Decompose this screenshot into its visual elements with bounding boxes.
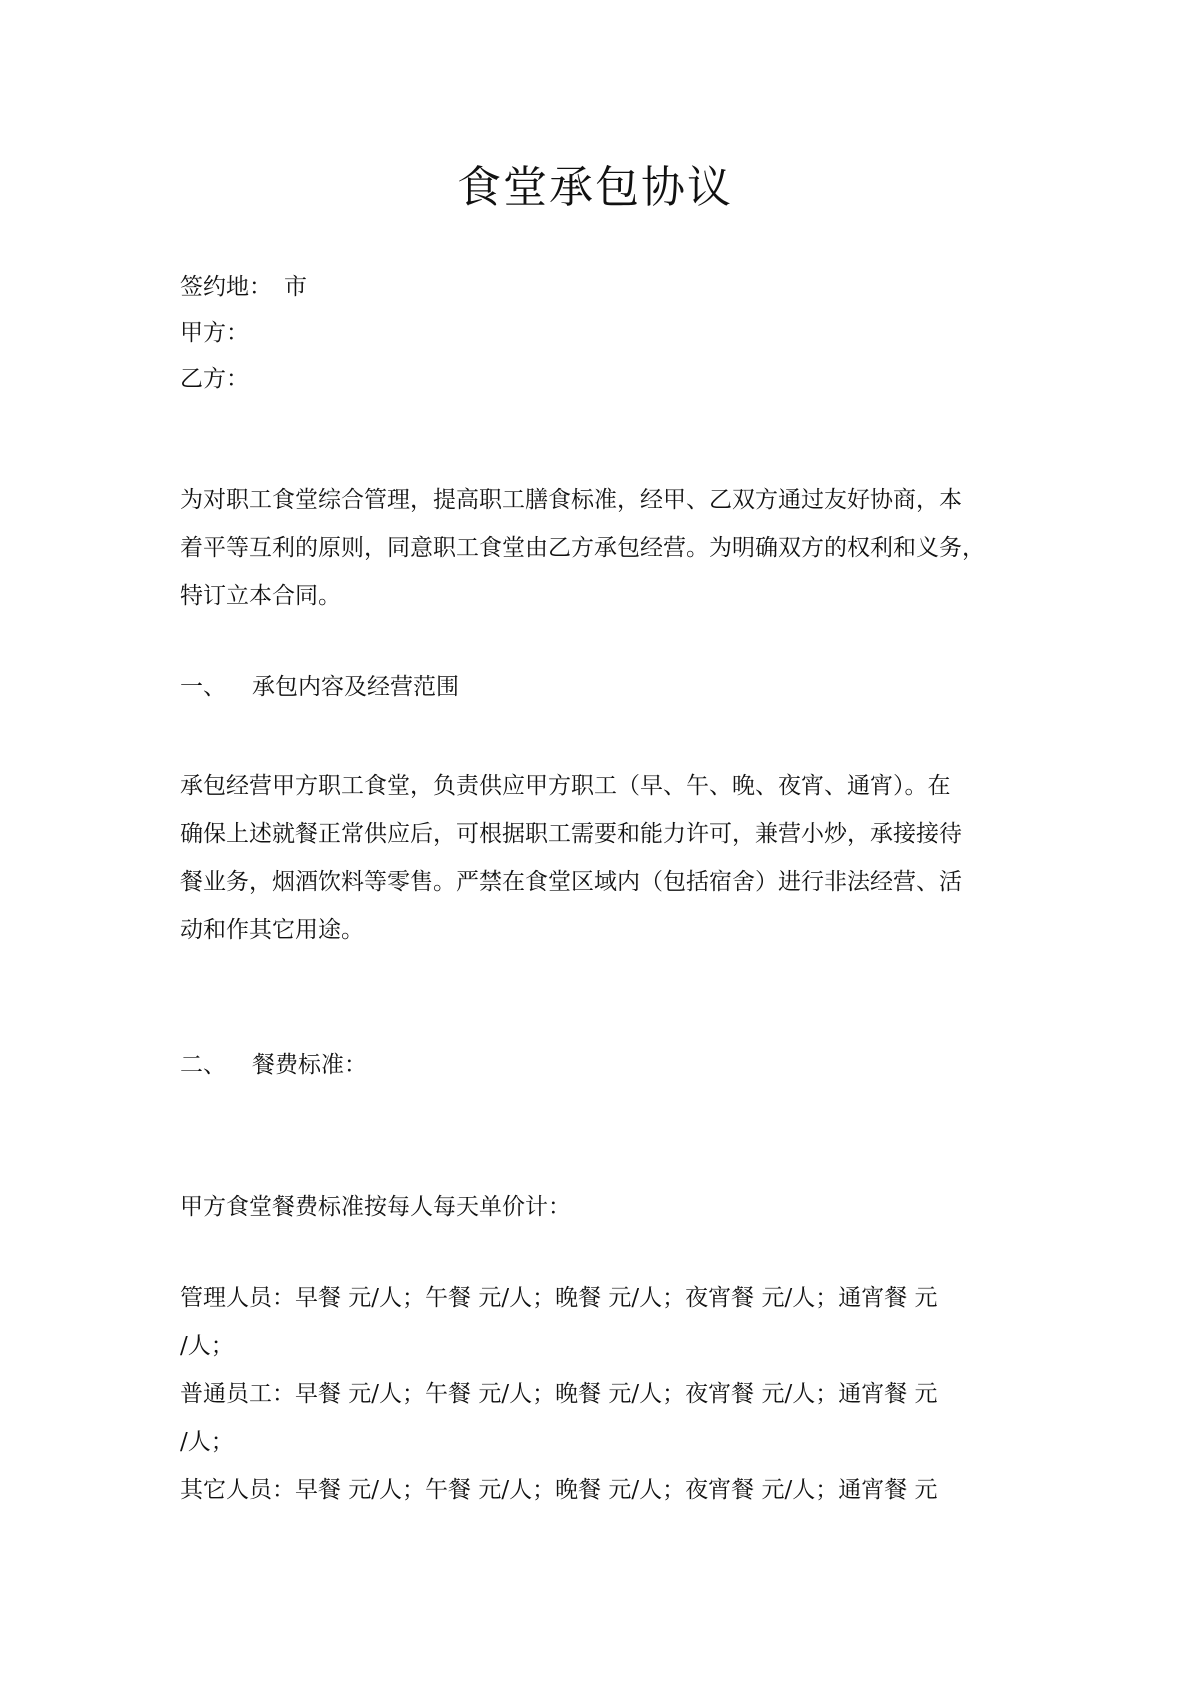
section-2-heading <box>180 1050 367 1080</box>
meal-rate-row-cont: /人； <box>180 1429 234 1455</box>
meal-rate-row-cont: /人； <box>180 1333 234 1359</box>
party-b-line: 乙方： <box>180 366 249 392</box>
section-1-line: 承包经营甲方职工食堂，负责供应甲方职工（早、午、晚、夜宵、通宵）。在 <box>180 773 951 799</box>
section-1-heading <box>180 672 459 702</box>
section-1-line: 确保上述就餐正常供应后，可根据职工需要和能力许可，兼营小炒，承接接待 <box>180 821 962 847</box>
intro-line: 着平等互利的原则，同意职工食堂由乙方承包经营。为明确双方的权利和义务， <box>180 535 985 561</box>
signing-place-line <box>180 272 307 302</box>
document-title: 食堂承包协议 <box>457 162 733 213</box>
meal-rate-row: 其它人员：早餐 元/人；午餐 元/人；晚餐 元/人；夜宵餐 元/人；通宵餐 元 <box>180 1477 938 1503</box>
party-a-line: 甲方： <box>180 320 249 346</box>
section-1-number: 一、 <box>180 674 226 700</box>
section-2-intro: 甲方食堂餐费标准按每人每天单价计： <box>180 1194 571 1220</box>
section-2-number: 二、 <box>180 1052 226 1078</box>
section-1-line: 动和作其它用途。 <box>180 917 364 943</box>
meal-rate-row: 普通员工：早餐 元/人；午餐 元/人；晚餐 元/人；夜宵餐 元/人；通宵餐 元 <box>180 1381 938 1407</box>
intro-line: 特订立本合同。 <box>180 583 341 609</box>
section-1-paragraph <box>180 762 1010 954</box>
intro-line: 为对职工食堂综合管理，提高职工膳食标准，经甲、乙双方通过友好协商，本 <box>180 487 962 513</box>
meal-rate-row: 管理人员：早餐 元/人；午餐 元/人；晚餐 元/人；夜宵餐 元/人；通宵餐 元 <box>180 1285 938 1311</box>
meal-rates-list <box>180 1274 1010 1514</box>
signing-place-value: 市 <box>284 274 307 300</box>
section-2-title: 餐费标准： <box>252 1052 367 1078</box>
signing-place-label: 签约地： <box>180 274 272 300</box>
section-1-title: 承包内容及经营范围 <box>252 674 459 700</box>
intro-paragraph <box>180 476 1010 620</box>
section-1-line: 餐业务，烟酒饮料等零售。严禁在食堂区域内（包括宿舍）进行非法经营、活 <box>180 869 962 895</box>
